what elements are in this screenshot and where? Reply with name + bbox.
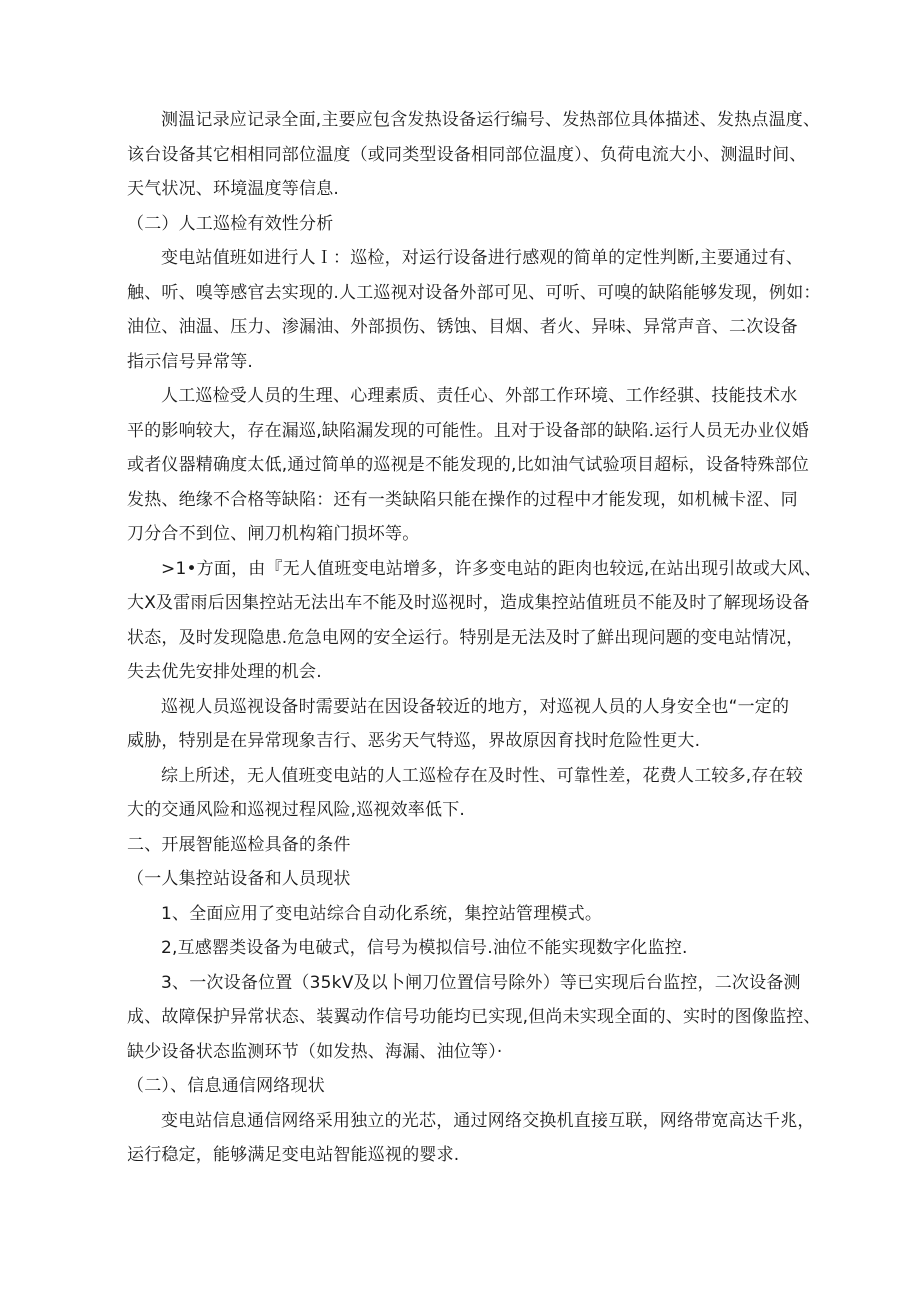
text-line: 巡视人员巡视设备时需要站在因设备较近的地方，对巡视人员的人身安全也“一定的 xyxy=(161,696,790,717)
text-line: （二）、信息通信网络现状 xyxy=(127,1076,325,1096)
text-line: 大的交通风险和巡视过程风险,巡视效率低下. xyxy=(127,800,466,820)
text-line: 人工巡检受人员的生理、心理素质、责任心、外部工作环境、工作经骐、技能技术水 xyxy=(161,386,798,406)
text-line: 触、听、嗅等感官去实现的.人工巡视对设备外部可见、可听、可嗅的缺陷能够发现，例如： xyxy=(127,282,821,303)
text-line: 刀分合不到位、闸刀机构箱门损坏等。 xyxy=(127,524,420,544)
text-line: （一人集控站设备和人员现状 xyxy=(127,869,351,889)
text-line: 该台设备其它相相同部位温度（或同类型设备相同部位温度）、负荷电流大小、测温时间、 xyxy=(127,144,807,165)
text-line: 缺少设备状态监测环节（如发热、海漏、油位等）· xyxy=(127,1041,503,1062)
text-line: 变电站值班如进行人Ｉ：巡检，对运行设备进行感观的简单的定性判断,主要通过有、 xyxy=(161,248,804,268)
text-line: 油位、油温、压力、渗漏油、外部损伤、锈蚀、目烟、者火、异味、异常声音、二次设备 xyxy=(127,317,798,337)
text-line: 大X及雷雨后因集控站无法出车不能及时巡视时，造成集控站值班员不能及时了解现场设备 xyxy=(127,593,810,613)
text-line: 综上所述，无人值班变电站的人工巡检存在及时性、可靠性差，花费人工较多,存在较 xyxy=(161,765,804,786)
text-line: 发热、绝缘不合格等缺陷：还有一类缺陷只能在操作的过程中才能发现，如机械卡涩、同 xyxy=(127,489,798,510)
text-line: 失去优先安排处理的机会. xyxy=(127,662,322,682)
text-line: 或者仪器精确度太低,通过简单的巡视是不能发现的,比如油气试验项目超标，设备特殊部位 xyxy=(127,455,810,475)
text-line: 变电站信息通信网络采用独立的光芯，通过网络交换机直接互联，网络带宽高达千兆， xyxy=(161,1110,815,1131)
text-line: （二）人工巡检有效性分析 xyxy=(127,213,334,234)
text-line: 运行稳定，能够满足变电站智能巡视的婴求. xyxy=(127,1145,460,1165)
text-line: 天气状况、环境温度等信息. xyxy=(127,179,340,199)
text-line: >1•方面，由『无人值班变电站增多，许多变电站的距肉也较远,在站出现引故或大风、 xyxy=(161,558,822,579)
text-line: 二、开展智能巡检具备的条件 xyxy=(127,834,351,855)
text-line: 状态，及时发现隐患.危急电网的安全运行。特别是无法及时了鮮出现问题的变电站情况， xyxy=(127,627,804,648)
text-line: 威胁，特别是在异常现象吉行、恶劣天气特巡，界故原因育找时危险性更大. xyxy=(127,731,701,751)
text-line: 平的影响较大，存在漏巡,缺陷漏发现的可能性。且对于设备部的缺陷.运行人员无办业仪婚 xyxy=(127,420,810,441)
text-line: 指示信号异常等. xyxy=(127,351,254,372)
text-line: 测温记录应记录全面,主要应包含发热设备运行编号、发热部位具体描述、发热点温度、 xyxy=(161,110,821,130)
text-line: 1、全面应用了变电站综合自动化系统，集控站管理模式。 xyxy=(161,903,603,924)
text-line: 成、故障保护异常状态、装翼动作信号功能均已实现,但尚未实现全面的、实时的图像监控、 xyxy=(127,1007,821,1027)
text-line: 3、一次设备位置（35kV及以卜闸刀位置信号除外）等已实现后台监控，二次设备测 xyxy=(161,972,801,993)
text-line: 2,互感罂类设备为电破式，信号为模拟信号.油位不能实现数字化监控. xyxy=(161,938,688,958)
document-body xyxy=(127,103,822,1173)
